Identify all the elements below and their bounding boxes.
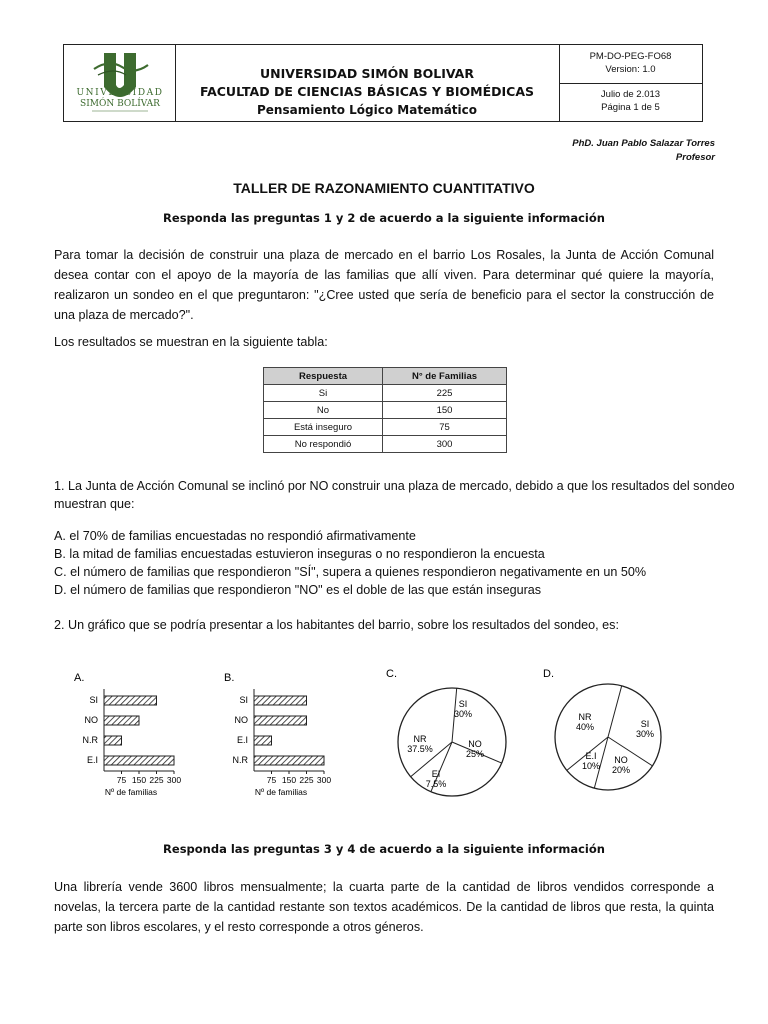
doc-date: Julio de 2.013 xyxy=(600,89,661,100)
chart-bar xyxy=(254,736,272,745)
chart-x-tick-label: 150 xyxy=(131,775,147,785)
doc-page: Página 1 de 5 xyxy=(601,102,660,113)
q1-option-c: C. el número de familias que respondieron "SÍ", supera a quienes respondieron negativamente en un 50% xyxy=(54,565,647,579)
chart-bar xyxy=(104,716,139,725)
pie-slice-value: 10% xyxy=(581,761,601,771)
table-cell: 300 xyxy=(383,436,507,453)
chart-bar xyxy=(254,716,307,725)
table-header-cell: N° de Familias xyxy=(383,368,507,385)
logo-text-line1: UNIVERSIDAD xyxy=(76,88,164,98)
table-cell: No xyxy=(264,402,383,419)
table-row xyxy=(264,436,507,453)
chart-x-tick-label: 75 xyxy=(116,775,127,785)
chart-bar xyxy=(254,696,307,705)
q1-stem-line2: muestran que: xyxy=(54,497,135,511)
chart-bar xyxy=(104,756,174,765)
table-header-row xyxy=(264,368,507,385)
table-row xyxy=(264,419,507,436)
chart-category-label: N.R xyxy=(82,735,98,745)
logo-emblem-icon xyxy=(64,45,175,121)
q1-option-b: B. la mitad de familias encuestadas estuvieron inseguras o no respondieron la encuesta xyxy=(54,547,545,561)
pie-slice-label: NR xyxy=(578,712,592,722)
university-logo xyxy=(64,45,176,121)
pie-slice-label: NO xyxy=(614,755,628,765)
table-cell: No respondió xyxy=(264,436,383,453)
chart-x-tick-label: 300 xyxy=(316,775,332,785)
answer-charts xyxy=(0,655,768,805)
pie-slice-label: NR xyxy=(413,734,427,744)
pie-slice-value: 25% xyxy=(465,749,485,759)
chart-d xyxy=(543,668,661,790)
chart-panel-label: C. xyxy=(386,668,397,680)
q1-option-a: A. el 70% de familias encuestadas no respondió afirmativamente xyxy=(54,529,416,543)
pie-slice-label: SI xyxy=(458,699,468,709)
pie-slice-value: 20% xyxy=(611,765,631,775)
chart-category-label: E.I xyxy=(236,735,248,745)
pie-slice-value: 7.5% xyxy=(425,779,447,789)
page-title: TALLER DE RAZONAMIENTO CUANTITATIVO xyxy=(233,180,535,196)
chart-panel-label: D. xyxy=(543,668,554,680)
author-role: Profesor xyxy=(675,152,715,163)
pie-slice-label: EI xyxy=(431,769,441,779)
pie-slice-value: 40% xyxy=(575,722,595,732)
table-cell: 75 xyxy=(383,419,507,436)
table-row xyxy=(264,385,507,402)
chart-bar xyxy=(104,696,157,705)
chart-category-label: NO xyxy=(84,715,98,725)
results-table xyxy=(263,367,507,453)
chart-panel-label: A. xyxy=(74,672,85,684)
chart-x-axis-label: Nº de familias xyxy=(254,787,308,797)
pie-slice-value: 37.5% xyxy=(407,744,433,754)
course-name: Pensamiento Lógico Matemático xyxy=(256,103,478,117)
table-cell: 225 xyxy=(383,385,507,402)
pie-slice-label: E.I xyxy=(585,751,597,761)
faculty-name: FACULTAD DE CIENCIAS BÁSICAS Y BIOMÉDICAS xyxy=(199,84,535,99)
pie-slice-value: 30% xyxy=(453,709,473,719)
document-header xyxy=(63,44,703,122)
logo-text-line2: SIMÓN BOLÍVAR xyxy=(80,99,160,109)
chart-bar xyxy=(104,736,122,745)
table-header-cell: Respuesta xyxy=(264,368,383,385)
chart-panel-label: B. xyxy=(224,672,235,684)
chart-bar xyxy=(254,756,324,765)
chart-category-label: NO xyxy=(234,715,248,725)
table-row xyxy=(264,402,507,419)
q1-option-d: D. el número de familias que respondieron "NO" es el doble de las que están inseguras xyxy=(54,583,542,597)
q2-stem: 2. Un gráfico que se podría presentar a los habitantes del barrio, sobre los resultados del sondeo, es: xyxy=(54,618,619,632)
intro-paragraph: Para tomar la decisión de construir una plaza de mercado en el barrio Los Rosales, la Junta de Acción Comunal desea contar con el apoyo de la mayoría de las familias que allí viven. Para determinar qué quiere la mayoría, realizaron un sondeo en el que preguntaron: "¿Cree usted que sería de beneficio para el sector la construcción de una plaza de mercado?". xyxy=(54,248,714,322)
table-cell: Si xyxy=(264,385,383,402)
doc-code-cell xyxy=(559,45,702,84)
section2-paragraph: Una librería vende 3600 libros mensualmente; la cuarta parte de la cantidad de libros vendidos corresponde a novelas, la tercera parte de la cantidad restante son textos académicos. De la cantidad de libros que resta, la quinta parte son libros escolares, y el resto corresponde a otros géneros. xyxy=(54,880,714,934)
chart-x-tick-label: 225 xyxy=(149,775,164,785)
header-titles xyxy=(175,45,560,121)
author-name: PhD. Juan Pablo Salazar Torres xyxy=(572,138,715,149)
chart-x-tick-label: 150 xyxy=(281,775,297,785)
doc-code: PM-DO-PEG-FO68 xyxy=(589,51,672,62)
table-intro: Los resultados se muestran en la siguiente tabla: xyxy=(54,335,328,349)
chart-x-tick-label: 300 xyxy=(166,775,182,785)
chart-b xyxy=(224,672,331,797)
chart-category-label: SI xyxy=(89,695,98,705)
chart-c xyxy=(386,668,506,796)
chart-x-axis-label: Nº de familias xyxy=(104,787,158,797)
q1-stem-line1: 1. La Junta de Acción Comunal se inclinó por NO construir una plaza de mercado, debido a que los resultados del sondeo xyxy=(54,479,735,493)
chart-x-tick-label: 75 xyxy=(266,775,277,785)
pie-slice-label: SI xyxy=(640,719,650,729)
table-cell: 150 xyxy=(383,402,507,419)
chart-category-label: SI xyxy=(239,695,248,705)
pie-slice-value: 30% xyxy=(635,729,655,739)
chart-category-label: N.R xyxy=(232,755,248,765)
doc-date-cell xyxy=(559,83,702,121)
chart-a xyxy=(74,672,181,797)
university-name: UNIVERSIDAD SIMÓN BOLIVAR xyxy=(260,66,474,81)
pie-slice-label: NO xyxy=(468,739,482,749)
chart-x-tick-label: 225 xyxy=(299,775,314,785)
section2-heading: Responda las preguntas 3 y 4 de acuerdo a la siguiente información xyxy=(163,842,605,856)
section1-heading: Responda las preguntas 1 y 2 de acuerdo a la siguiente información xyxy=(163,211,605,225)
table-cell: Está inseguro xyxy=(264,419,383,436)
doc-version: Version: 1.0 xyxy=(605,64,656,75)
chart-category-label: E.I xyxy=(86,755,98,765)
